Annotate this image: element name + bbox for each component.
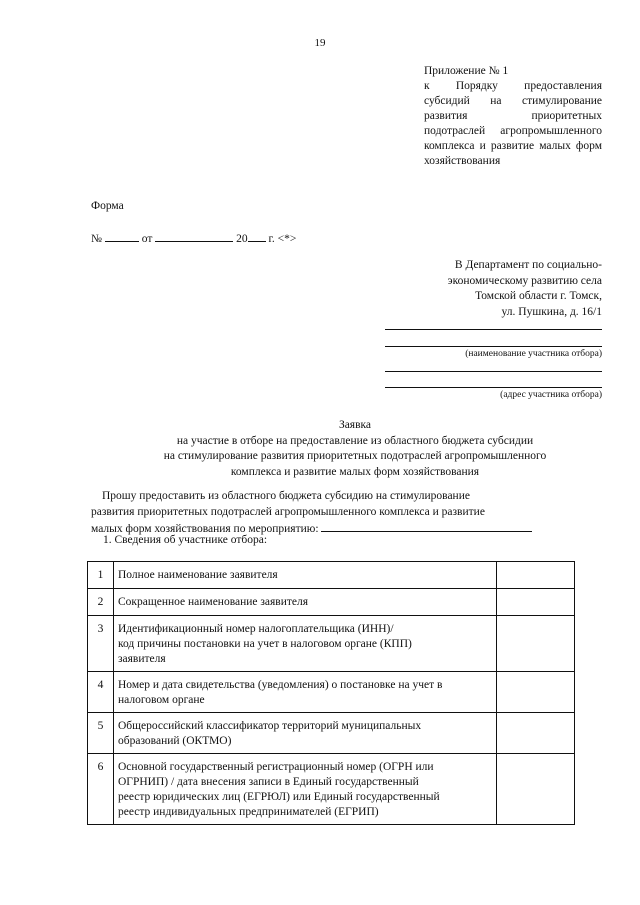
row-number: 4 <box>88 672 114 713</box>
page-number: 19 <box>314 37 326 49</box>
table-row <box>88 589 575 616</box>
participant-info-table <box>87 561 575 825</box>
table-row <box>88 754 575 825</box>
annex-title: Приложение № 1 <box>424 65 509 77</box>
year-prefix: 20 <box>236 233 248 245</box>
addressee-line-2: экономическому развитию села <box>447 274 602 287</box>
title-line-2: на участие в отборе на предоставление из областного бюджета субсидии <box>176 434 534 447</box>
form-date-field[interactable] <box>155 230 233 242</box>
row-description: Основной государственный регистрационный номер (ОГРН или ОГРНИП) / дата внесения записи в Единый государственный реестр юридических лиц (ЕГРЮЛ) или Единый государственный реестр индивидуальных предпринимателей (ЕГРИП) <box>114 754 497 825</box>
title-line-1: Заявка <box>338 419 372 431</box>
year-suffix: г. <*> <box>268 233 297 245</box>
annex-header <box>424 64 602 169</box>
row-number: 1 <box>88 562 114 589</box>
addressee-block <box>380 258 602 320</box>
form-number-field[interactable] <box>105 230 139 242</box>
title-line-3: на стимулирование развития приоритетных подотраслей агропромышленного <box>163 450 547 462</box>
participant-address-line-2[interactable] <box>385 387 602 388</box>
row-value-cell[interactable] <box>497 562 575 589</box>
addressee-line-4: ул. Пушкина, д. 16/1 <box>501 305 602 318</box>
table-row <box>88 672 575 713</box>
form-year-field[interactable] <box>248 230 266 242</box>
measure-field[interactable] <box>321 520 532 532</box>
addressee-line-3: Томской области г. Томск, <box>475 290 602 302</box>
request-paragraph <box>91 489 610 538</box>
row-value-cell[interactable] <box>497 754 575 825</box>
section-heading: 1. Сведения об участнике отбора: <box>103 534 268 546</box>
row-value-cell[interactable] <box>497 713 575 754</box>
table-row <box>88 616 575 672</box>
request-line-1: Прошу предоставить из областного бюджета субсидию на стимулирование <box>102 490 470 502</box>
row-value-cell[interactable] <box>497 672 575 713</box>
participant-name-line-2[interactable] <box>385 346 602 347</box>
row-description: Общероссийский классификатор территорий муниципальных образований (ОКТМО) <box>114 713 497 754</box>
request-line-3-text: малых форм хозяйствования по мероприятию: <box>91 523 319 535</box>
table-row <box>88 562 575 589</box>
table-row <box>88 713 575 754</box>
participant-address-caption: (адрес участника отбора) <box>500 390 602 400</box>
number-sign: № <box>91 233 102 245</box>
row-description: Полное наименование заявителя <box>114 562 497 589</box>
row-number: 5 <box>88 713 114 754</box>
row-number: 6 <box>88 754 114 825</box>
from-label: от <box>141 233 153 245</box>
participant-name-line-1[interactable] <box>385 329 602 330</box>
addressee-line-1: В Департамент по социально- <box>454 259 602 271</box>
title-line-4: комплекса и развитие малых форм хозяйствования <box>230 465 480 478</box>
row-description: Идентификационный номер налогоплательщика (ИНН)/ код причины постановки на учет в налоговом органе (КПП) заявителя <box>114 616 497 672</box>
application-title <box>100 418 610 480</box>
request-line-2: развития приоритетных подотраслей агропромышленного комплекса и развитие <box>91 505 485 518</box>
form-label: Форма <box>91 200 124 212</box>
participant-name-caption: (наименование участника отбора) <box>465 349 602 359</box>
participant-address-line-1[interactable] <box>385 371 602 372</box>
form-number-line <box>91 230 296 245</box>
row-value-cell[interactable] <box>497 589 575 616</box>
row-number: 2 <box>88 589 114 616</box>
row-value-cell[interactable] <box>497 616 575 672</box>
annex-body: к Порядку предоставления субсидий на стимулирование развития приоритетных подотраслей агропромышленного комплекса и развитие малых форм хозяйствования <box>424 80 602 167</box>
row-description: Номер и дата свидетельства (уведомления) о постановке на учет в налоговом органе <box>114 672 497 713</box>
row-number: 3 <box>88 616 114 672</box>
row-description: Сокращенное наименование заявителя <box>114 589 497 616</box>
